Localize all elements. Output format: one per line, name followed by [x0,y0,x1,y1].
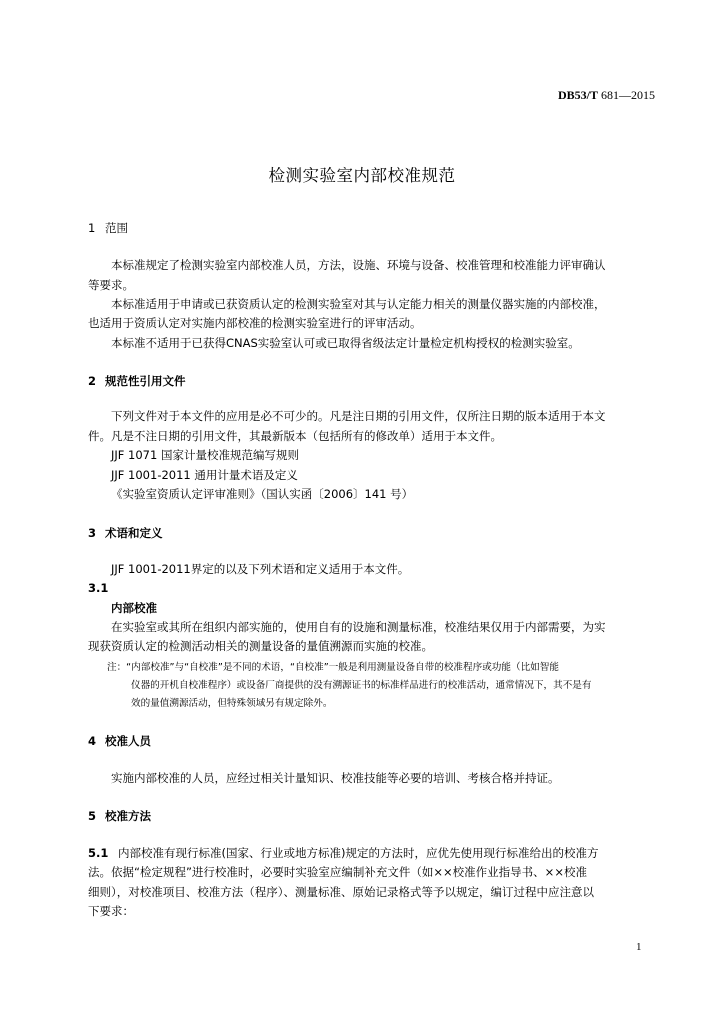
scope-paragraph-2-line-1: 本标准适用于申请或已获资质认定的检测实验室对其与认定能力相关的测量仪器实施的内部校准， [111,297,606,311]
normative-reference: JJF 1001-2011 通用计量术语及定义 [111,468,298,482]
personnel-paragraph: 实施内部校准的人员，应经过相关计量知识、校准技能等必要的培训、考核合格并持证。 [111,771,560,785]
section-title: 校准方法 [105,809,151,823]
standard-code-number: 681—2015 [601,88,655,102]
scope-paragraph-3: 本标准不适用于已获得CNAS实验室认可或已取得省级法定计量检定机构授权的检测实验室。 [111,336,580,350]
section-title: 规范性引用文件 [105,374,186,388]
scope-paragraph-2-line-2: 也适用于资质认定对实施内部校准的检测实验室进行的评审活动。 [88,316,422,330]
standard-code-prefix: DB53/T [557,88,598,102]
section-5-heading [88,808,151,824]
terms-intro: JJF 1001-2011界定的以及下列术语和定义适用于本文件。 [111,562,410,576]
section-2-heading [88,373,186,389]
term-internal-calibration: 内部校准 [111,601,157,615]
clause-5-1-number: 5.1 [88,846,109,860]
section-1-heading [88,220,128,236]
document-title: 检测实验室内部校准规范 [268,166,456,185]
section-3-heading [88,525,163,541]
term-definition-line-2: 现获资质认定的检测活动相关的测量设备的量值溯源而实施的校准。 [88,639,433,653]
method-paragraph-line-3: 细则），对校准项目、校准方法（程序）、测量标准、原始记录格式等予以规定，编订过程中应注意以 [88,885,594,899]
method-paragraph-line-4: 下要求： [88,904,134,918]
normative-reference: 《实验室资质认定评审准则》（国认实函〔2006〕141 号） [111,487,414,501]
normative-paragraph-line-1: 下列文件对于本文件的应用是必不可少的。凡是注日期的引用文件，仅所注日期的版本适用于本文 [111,409,606,423]
section-number: 1 [88,221,96,235]
method-paragraph-line-1 [88,845,598,861]
scope-paragraph-1-line-2: 等要求。 [88,278,134,292]
section-4-heading [88,733,151,749]
normative-reference: JJF 1071 国家计量校准规范编写规则 [111,448,299,462]
clause-3-1-number: 3.1 [88,581,109,595]
term-note-line-1: 注：“内部校准”与“自校准”是不同的术语，“自校准”一般是利用测量设备自带的校准程序或功能（比如智能 [107,662,559,673]
method-paragraph-line-2: 法。依据“检定规程”进行校准时，必要时实验室应编制补充文件（如××校准作业指导书、××校准 [88,865,587,879]
section-number: 5 [88,809,97,823]
section-number: 3 [88,526,97,540]
term-note-line-3: 效的量值溯源活动，但特殊领域另有规定除外。 [131,698,333,709]
method-line-1-text: 内部校准有现行标准(国家、行业或地方标准)规定的方法时，应优先使用现行标准给出的校准方 [118,846,599,860]
section-title: 范围 [105,221,128,235]
standard-code [558,88,655,103]
section-number: 2 [88,374,97,388]
section-title: 术语和定义 [105,526,163,540]
scope-paragraph-1-line-1: 本标准规定了检测实验室内部校准人员，方法，设施、环境与设备、校准管理和校准能力评审确认 [111,258,606,272]
normative-paragraph-line-2: 件。凡是不注日期的引用文件，其最新版本（包括所有的修改单）适用于本文件。 [88,429,502,443]
section-number: 4 [88,734,97,748]
page-number: 1 [636,941,642,953]
section-title: 校准人员 [105,734,151,748]
term-definition-line-1: 在实验室或其所在组织内部实施的，使用自有的设施和测量标准，校准结果仅用于内部需要，为实 [111,620,606,634]
term-note-line-2: 仪器的开机自校准程序）或设备厂商提供的没有溯源证书的标准样品进行的校准活动，通常情况下，其不是有 [131,680,592,691]
